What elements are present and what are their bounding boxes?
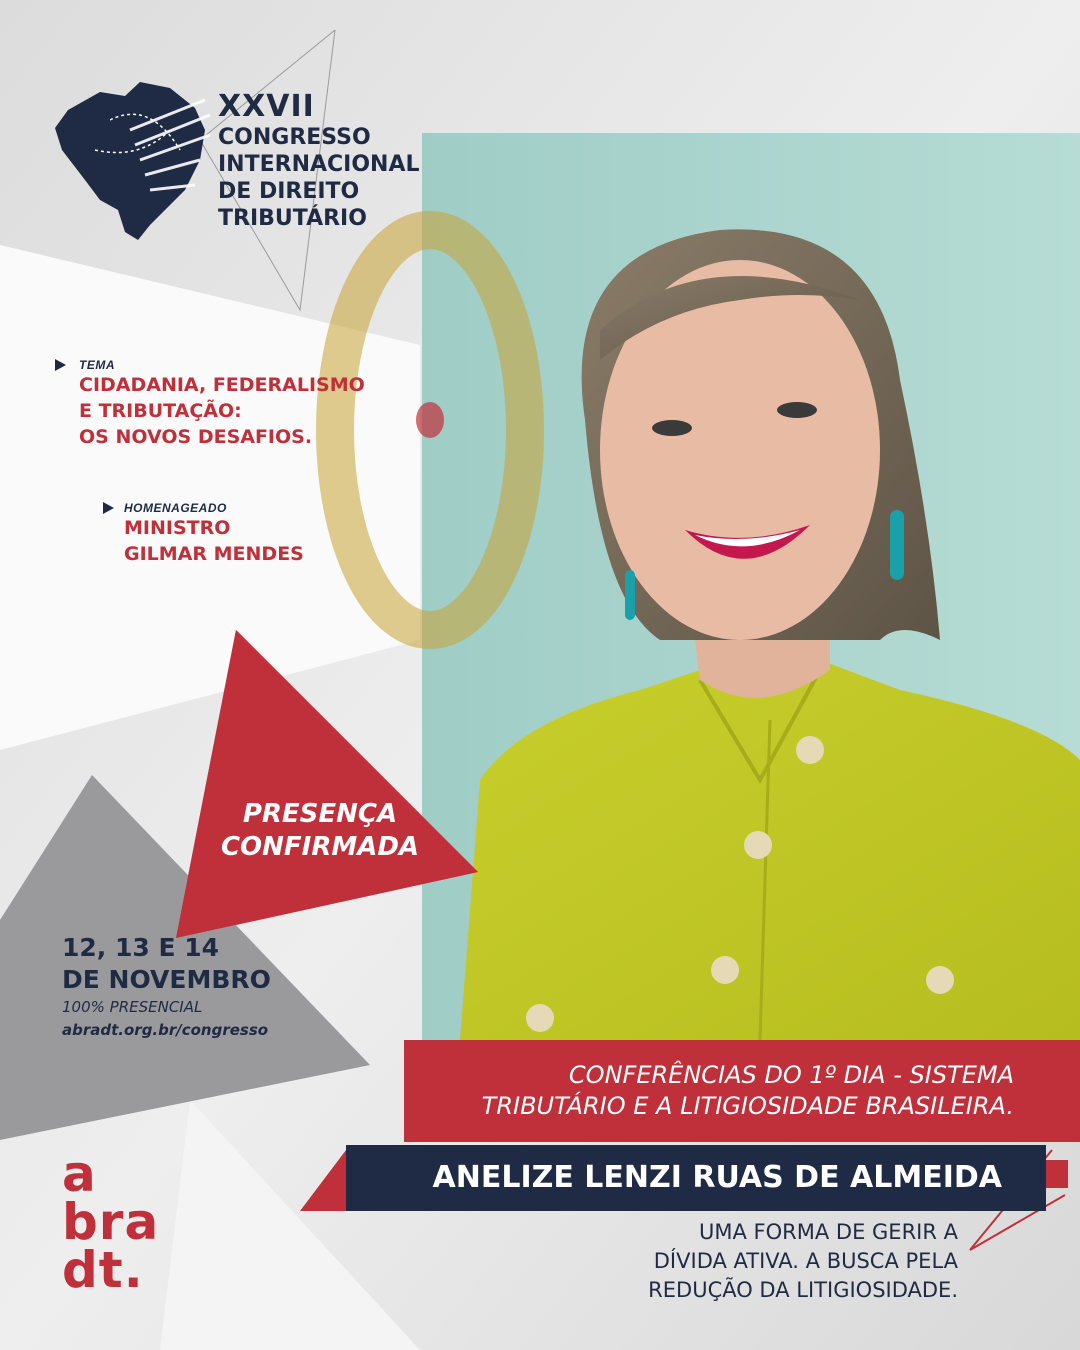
conference-line: CONFERÊNCIAS DO 1º DIA - SISTEMA bbox=[568, 1061, 1014, 1089]
event-mode: 100% PRESENCIAL bbox=[62, 998, 203, 1016]
homenageado-line: MINISTRO bbox=[124, 517, 231, 539]
logo-line: a bbox=[62, 1145, 97, 1203]
event-title-line: TRIBUTÁRIO bbox=[218, 206, 367, 231]
logo-line: dt. bbox=[62, 1241, 144, 1299]
tema-block bbox=[79, 358, 365, 450]
talk-title bbox=[560, 1218, 958, 1305]
logo-line: bra bbox=[62, 1193, 160, 1251]
tema-line: CIDADANIA, FEDERALISMO bbox=[79, 374, 365, 396]
event-title-line: CONGRESSO bbox=[218, 125, 371, 150]
event-month: DE NOVEMBRO bbox=[62, 965, 271, 994]
speaker-photo bbox=[335, 133, 1080, 1040]
homenageado-label: HOMENAGEADO bbox=[124, 501, 227, 515]
homenageado-block bbox=[124, 501, 304, 567]
presenca-confirmada-badge bbox=[200, 798, 440, 864]
event-title bbox=[218, 90, 420, 232]
event-url-link[interactable]: abradt.org.br/congresso bbox=[62, 1021, 269, 1039]
event-title-line: DE DIREITO bbox=[218, 179, 360, 204]
tema-line: OS NOVOS DESAFIOS. bbox=[79, 426, 313, 448]
talk-line: REDUÇÃO DA LITIGIOSIDADE. bbox=[648, 1278, 958, 1302]
event-edition: XXVII bbox=[218, 89, 315, 124]
homenageado-line: GILMAR MENDES bbox=[124, 543, 304, 565]
conference-banner bbox=[404, 1040, 1080, 1142]
tema-label: TEMA bbox=[79, 358, 115, 372]
abradt-logo bbox=[62, 1145, 160, 1299]
event-title-line: INTERNACIONAL bbox=[218, 152, 420, 177]
tema-line: E TRIBUTAÇÃO: bbox=[79, 400, 242, 422]
badge-line: PRESENÇA bbox=[242, 799, 398, 829]
talk-line: DÍVIDA ATIVA. A BUSCA PELA bbox=[653, 1249, 958, 1273]
event-days: 12, 13 E 14 bbox=[62, 933, 220, 962]
speaker-name: ANELIZE LENZI RUAS DE ALMEIDA bbox=[346, 1145, 1046, 1211]
event-dates bbox=[62, 932, 271, 1042]
conference-line: TRIBUTÁRIO E A LITIGIOSIDADE BRASILEIRA. bbox=[481, 1092, 1014, 1120]
talk-line: UMA FORMA DE GERIR A bbox=[699, 1220, 958, 1244]
badge-line: CONFIRMADA bbox=[220, 832, 420, 862]
